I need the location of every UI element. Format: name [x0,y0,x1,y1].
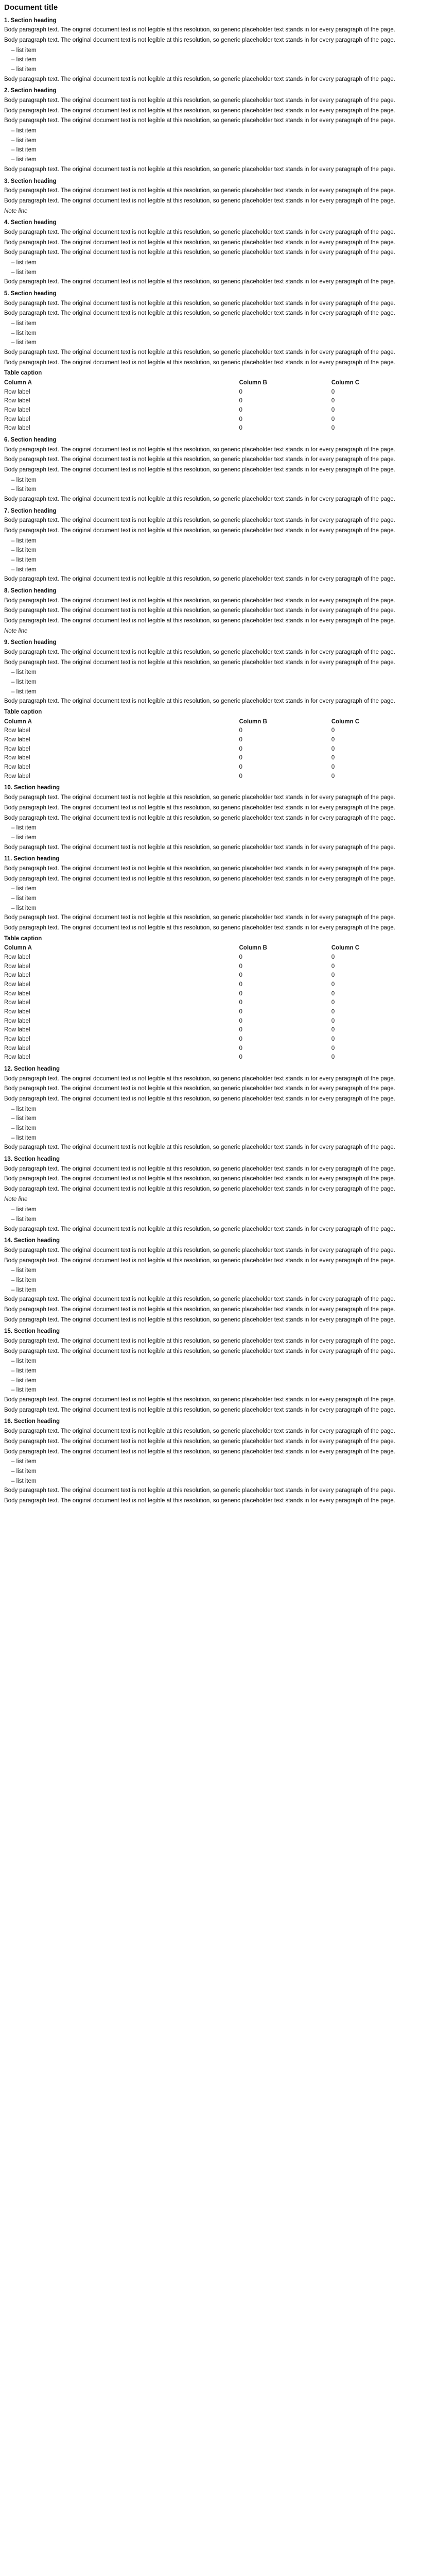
document-content [4,16,424,1505]
section-heading: 6. Section heading [4,436,57,443]
paragraph: Body paragraph text. The original document text is not legible at this resolution, so generic placeholder text stands in for every paragraph of the page. [4,76,395,82]
table-cell: 0 [239,398,242,404]
table-cell: Row label [4,398,30,404]
section-heading: 7. Section heading [4,507,57,514]
note-line: Note line [4,628,28,634]
data-table [4,935,424,1062]
table-cell: 0 [331,764,335,771]
paragraph: Body paragraph text. The original document text is not legible at this resolution, so generic placeholder text stands in for every paragraph of the page. [4,1487,395,1494]
table-cell: 0 [239,972,242,979]
table-cell: 0 [239,990,242,997]
table-cell: 0 [331,388,335,395]
list-item: – list item [11,669,37,676]
paragraph: Body paragraph text. The original document text is not legible at this resolution, so generic placeholder text stands in for every paragraph of the page. [4,496,395,502]
table-cell: 0 [331,727,335,734]
table-row [4,1017,424,1026]
list-item: – list item [11,688,37,695]
paragraph: Body paragraph text. The original document text is not legible at this resolution, so generic placeholder text stands in for every paragraph of the page. [4,1257,395,1264]
table-row [4,990,424,998]
list-item: – list item [11,1125,37,1131]
table-caption: Table caption [4,935,42,942]
paragraph: Body paragraph text. The original document text is not legible at this resolution, so generic placeholder text stands in for every paragraph of the page. [4,597,395,604]
paragraph: Body paragraph text. The original document text is not legible at this resolution, so generic placeholder text stands in for every paragraph of the page. [4,698,395,705]
table-cell: 0 [239,727,242,734]
table-cell: Row label [4,990,30,997]
paragraph: Body paragraph text. The original document text is not legible at this resolution, so generic placeholder text stands in for every paragraph of the page. [4,914,395,921]
paragraph: Body paragraph text. The original document text is not legible at this resolution, so generic placeholder text stands in for every paragraph of the page. [4,1086,395,1092]
paragraph: Body paragraph text. The original document text is not legible at this resolution, so generic placeholder text stands in for every paragraph of the page. [4,166,395,173]
table-cell: 0 [331,1054,335,1061]
table-row [4,1035,424,1044]
table-row [4,754,424,762]
list-item: – list item [11,886,37,892]
table-cell: 0 [239,954,242,960]
list-item: – list item [11,1134,37,1141]
table-row [4,397,424,405]
table-cell: 0 [239,1054,242,1061]
table-cell: 0 [239,388,242,395]
table-cell: 0 [239,737,242,743]
table-cell: Row label [4,773,30,779]
paragraph: Body paragraph text. The original document text is not legible at this resolution, so generic placeholder text stands in for every paragraph of the page. [4,1397,395,1403]
list-item: – list item [11,1468,37,1475]
data-table [4,369,424,433]
list-item: – list item [11,1207,37,1213]
paragraph: Body paragraph text. The original document text is not legible at this resolution, so generic placeholder text stands in for every paragraph of the page. [4,1186,395,1193]
table-cell: 0 [331,416,335,422]
table-cell: 0 [331,398,335,404]
table-header-row [4,944,424,953]
table-cell: 0 [331,999,335,1006]
list-item: – list item [11,1216,37,1223]
paragraph: Body paragraph text. The original document text is not legible at this resolution, so generic placeholder text stands in for every paragraph of the page. [4,576,395,583]
paragraph: Body paragraph text. The original document text is not legible at this resolution, so generic placeholder text stands in for every paragraph of the page. [4,310,395,317]
list-item: – list item [11,47,37,54]
table-row [4,388,424,397]
table-cell: 0 [239,1027,242,1033]
section-heading: 12. Section heading [4,1065,60,1072]
table-cell: Row label [4,963,30,970]
table-row [4,763,424,772]
table-cell: Row label [4,1045,30,1052]
list-item: – list item [11,1377,37,1384]
table-cell: Row label [4,1027,30,1033]
paragraph: Body paragraph text. The original document text is not legible at this resolution, so generic placeholder text stands in for every paragraph of the page. [4,279,395,285]
table-header-row [4,718,424,726]
paragraph: Body paragraph text. The original document text is not legible at this resolution, so generic placeholder text stands in for every paragraph of the page. [4,1307,395,1313]
table-cell: 0 [239,764,242,771]
data-table [4,708,424,781]
table-header-cell: Column B [239,945,267,952]
table-cell: Row label [4,1008,30,1015]
table-cell: Row label [4,388,30,395]
note-line: Note line [4,208,28,214]
section-heading: 1. Section heading [4,17,57,24]
table-cell: Row label [4,981,30,988]
table-cell: 0 [239,999,242,1006]
section-heading: 10. Section heading [4,785,60,791]
paragraph: Body paragraph text. The original document text is not legible at this resolution, so generic placeholder text stands in for every paragraph of the page. [4,1226,395,1232]
paragraph: Body paragraph text. The original document text is not legible at this resolution, so generic placeholder text stands in for every paragraph of the page. [4,239,395,246]
list-item: – list item [11,137,37,144]
paragraph: Body paragraph text. The original document text is not legible at this resolution, so generic placeholder text stands in for every paragraph of the page. [4,1296,395,1303]
paragraph: Body paragraph text. The original document text is not legible at this resolution, so generic placeholder text stands in for every paragraph of the page. [4,1428,395,1435]
paragraph: Body paragraph text. The original document text is not legible at this resolution, so generic placeholder text stands in for every paragraph of the page. [4,1406,395,1413]
paragraph: Body paragraph text. The original document text is not legible at this resolution, so generic placeholder text stands in for every paragraph of the page. [4,229,395,235]
paragraph: Body paragraph text. The original document text is not legible at this resolution, so generic placeholder text stands in for every paragraph of the page. [4,37,395,44]
section-heading: 9. Section heading [4,639,57,646]
paragraph: Body paragraph text. The original document text is not legible at this resolution, so generic placeholder text stands in for every paragraph of the page. [4,1448,395,1455]
table-cell: Row label [4,416,30,422]
table-cell: 0 [239,773,242,779]
table-row [4,1053,424,1062]
table-cell: 0 [331,745,335,752]
section-heading: 3. Section heading [4,178,57,184]
paragraph: Body paragraph text. The original document text is not legible at this resolution, so generic placeholder text stands in for every paragraph of the page. [4,249,395,256]
table-cell: 0 [239,963,242,970]
list-item: – list item [11,1478,37,1484]
section-heading: 15. Section heading [4,1328,60,1335]
paragraph: Body paragraph text. The original document text is not legible at this resolution, so generic placeholder text stands in for every paragraph of the page. [4,659,395,666]
list-item: – list item [11,477,37,483]
table-row [4,998,424,1007]
list-item: – list item [11,128,37,134]
section-heading: 5. Section heading [4,290,57,297]
table-row [4,424,424,433]
list-item: – list item [11,1286,37,1293]
table-row [4,736,424,744]
paragraph: Body paragraph text. The original document text is not legible at this resolution, so generic placeholder text stands in for every paragraph of the page. [4,1348,395,1354]
list-item: – list item [11,259,37,266]
list-item: – list item [11,1358,37,1365]
section-heading: 16. Section heading [4,1418,60,1425]
list-item: – list item [11,147,37,154]
paragraph: Body paragraph text. The original document text is not legible at this resolution, so generic placeholder text stands in for every paragraph of the page. [4,607,395,614]
paragraph: Body paragraph text. The original document text is not legible at this resolution, so generic placeholder text stands in for every paragraph of the page. [4,1165,395,1172]
table-cell: 0 [331,1045,335,1052]
list-item: – list item [11,330,37,336]
table-cell: 0 [331,972,335,979]
table-cell: 0 [239,416,242,422]
section-heading: 11. Section heading [4,856,60,862]
paragraph: Body paragraph text. The original document text is not legible at this resolution, so generic placeholder text stands in for every paragraph of the page. [4,844,395,851]
table-cell: 0 [239,425,242,432]
list-item: – list item [11,834,37,841]
table-cell: 0 [239,1008,242,1015]
table-row [4,1026,424,1035]
table-cell: Row label [4,755,30,761]
paragraph: Body paragraph text. The original document text is not legible at this resolution, so generic placeholder text stands in for every paragraph of the page. [4,359,395,366]
paragraph: Body paragraph text. The original document text is not legible at this resolution, so generic placeholder text stands in for every paragraph of the page. [4,618,395,624]
table-row [4,962,424,971]
table-cell: 0 [331,1018,335,1024]
paragraph: Body paragraph text. The original document text is not legible at this resolution, so generic placeholder text stands in for every paragraph of the page. [4,1438,395,1445]
list-item: – list item [11,320,37,327]
table-cell: Row label [4,425,30,432]
list-item: – list item [11,557,37,564]
table-header-cell: Column A [4,718,32,725]
section-heading: 4. Section heading [4,219,57,226]
table-row [4,980,424,989]
list-item: – list item [11,340,37,346]
list-item: – list item [11,679,37,686]
table-cell: Row label [4,972,30,979]
table-cell: Row label [4,727,30,734]
paragraph: Body paragraph text. The original document text is not legible at this resolution, so generic placeholder text stands in for every paragraph of the page. [4,456,395,463]
table-cell: Row label [4,745,30,752]
table-cell: Row label [4,954,30,960]
list-item: – list item [11,895,37,902]
paragraph: Body paragraph text. The original document text is not legible at this resolution, so generic placeholder text stands in for every paragraph of the page. [4,300,395,307]
table-header-cell: Column B [239,379,267,386]
table-header-row [4,379,424,387]
page-title: Document title [4,3,58,12]
list-item: – list item [11,486,37,493]
paragraph: Body paragraph text. The original document text is not legible at this resolution, so generic placeholder text stands in for every paragraph of the page. [4,1144,395,1151]
table-cell: 0 [331,737,335,743]
table-row [4,971,424,980]
paragraph: Body paragraph text. The original document text is not legible at this resolution, so generic placeholder text stands in for every paragraph of the page. [4,1095,395,1102]
table-cell: Row label [4,406,30,413]
paragraph: Body paragraph text. The original document text is not legible at this resolution, so generic placeholder text stands in for every paragraph of the page. [4,188,395,194]
table-cell: 0 [331,963,335,970]
list-item: – list item [11,825,37,832]
paragraph: Body paragraph text. The original document text is not legible at this resolution, so generic placeholder text stands in for every paragraph of the page. [4,1316,395,1323]
paragraph: Body paragraph text. The original document text is not legible at this resolution, so generic placeholder text stands in for every paragraph of the page. [4,1075,395,1082]
table-cell: Row label [4,1054,30,1061]
table-cell: 0 [239,981,242,988]
table-row [4,745,424,754]
table-cell: 0 [331,773,335,779]
table-cell: 0 [239,1018,242,1024]
table-cell: 0 [239,1036,242,1042]
paragraph: Body paragraph text. The original document text is not legible at this resolution, so generic placeholder text stands in for every paragraph of the page. [4,27,395,33]
list-item: – list item [11,1459,37,1465]
table-header-cell: Column C [331,945,360,952]
list-item: – list item [11,537,37,544]
paragraph: Body paragraph text. The original document text is not legible at this resolution, so generic placeholder text stands in for every paragraph of the page. [4,794,395,801]
table-row [4,772,424,781]
paragraph: Body paragraph text. The original document text is not legible at this resolution, so generic placeholder text stands in for every paragraph of the page. [4,875,395,882]
section-heading: 13. Section heading [4,1156,60,1163]
list-item: – list item [11,1106,37,1112]
table-cell: 0 [239,745,242,752]
paragraph: Body paragraph text. The original document text is not legible at this resolution, so generic placeholder text stands in for every paragraph of the page. [4,466,395,473]
list-item: – list item [11,57,37,63]
paragraph: Body paragraph text. The original document text is not legible at this resolution, so generic placeholder text stands in for every paragraph of the page. [4,815,395,821]
table-header-cell: Column C [331,379,360,386]
paragraph: Body paragraph text. The original document text is not legible at this resolution, so generic placeholder text stands in for every paragraph of the page. [4,349,395,355]
paragraph: Body paragraph text. The original document text is not legible at this resolution, so generic placeholder text stands in for every paragraph of the page. [4,517,395,524]
table-cell: 0 [331,1036,335,1042]
list-item: – list item [11,1387,37,1394]
list-item: – list item [11,1267,37,1274]
paragraph: Body paragraph text. The original document text is not legible at this resolution, so generic placeholder text stands in for every paragraph of the page. [4,528,395,534]
list-item: – list item [11,157,37,163]
paragraph: Body paragraph text. The original document text is not legible at this resolution, so generic placeholder text stands in for every paragraph of the page. [4,117,395,124]
table-cell: 0 [239,755,242,761]
paragraph: Body paragraph text. The original document text is not legible at this resolution, so generic placeholder text stands in for every paragraph of the page. [4,1176,395,1182]
table-header-cell: Column A [4,945,32,952]
table-row [4,406,424,415]
table-caption: Table caption [4,370,42,377]
table-cell: Row label [4,1018,30,1024]
note-line: Note line [4,1196,28,1202]
table-header-cell: Column B [239,718,267,725]
table-cell: 0 [331,1027,335,1033]
table-header-cell: Column A [4,379,32,386]
paragraph: Body paragraph text. The original document text is not legible at this resolution, so generic placeholder text stands in for every paragraph of the page. [4,107,395,114]
table-cell: 0 [239,406,242,413]
list-item: – list item [11,66,37,73]
table-cell: 0 [331,755,335,761]
list-item: – list item [11,566,37,573]
table-cell: Row label [4,1036,30,1042]
list-item: – list item [11,547,37,554]
table-row [4,1008,424,1016]
paragraph: Body paragraph text. The original document text is not legible at this resolution, so generic placeholder text stands in for every paragraph of the page. [4,804,395,811]
list-item: – list item [11,905,37,911]
paragraph: Body paragraph text. The original document text is not legible at this resolution, so generic placeholder text stands in for every paragraph of the page. [4,1497,395,1504]
section-heading: 8. Section heading [4,588,57,595]
table-header-cell: Column C [331,718,360,725]
table-cell: 0 [331,954,335,960]
paragraph: Body paragraph text. The original document text is not legible at this resolution, so generic placeholder text stands in for every paragraph of the page. [4,865,395,872]
paragraph: Body paragraph text. The original document text is not legible at this resolution, so generic placeholder text stands in for every paragraph of the page. [4,97,395,104]
table-cell: 0 [331,425,335,432]
paragraph: Body paragraph text. The original document text is not legible at this resolution, so generic placeholder text stands in for every paragraph of the page. [4,924,395,931]
section-heading: 14. Section heading [4,1238,60,1244]
table-cell: Row label [4,999,30,1006]
table-cell: Row label [4,737,30,743]
table-cell: 0 [331,406,335,413]
table-row [4,726,424,735]
table-cell: 0 [331,981,335,988]
table-cell: 0 [331,1008,335,1015]
paragraph: Body paragraph text. The original document text is not legible at this resolution, so generic placeholder text stands in for every paragraph of the page. [4,649,395,656]
list-item: – list item [11,1368,37,1375]
list-item: – list item [11,269,37,276]
paragraph: Body paragraph text. The original document text is not legible at this resolution, so generic placeholder text stands in for every paragraph of the page. [4,446,395,453]
table-caption: Table caption [4,709,42,716]
table-cell: 0 [331,990,335,997]
table-row [4,1044,424,1053]
paragraph: Body paragraph text. The original document text is not legible at this resolution, so generic placeholder text stands in for every paragraph of the page. [4,1247,395,1254]
section-heading: 2. Section heading [4,88,57,94]
table-cell: Row label [4,764,30,771]
paragraph: Body paragraph text. The original document text is not legible at this resolution, so generic placeholder text stands in for every paragraph of the page. [4,1338,395,1345]
list-item: – list item [11,1277,37,1284]
table-row [4,953,424,962]
table-cell: 0 [239,1045,242,1052]
list-item: – list item [11,1115,37,1122]
table-row [4,415,424,424]
paragraph: Body paragraph text. The original document text is not legible at this resolution, so generic placeholder text stands in for every paragraph of the page. [4,197,395,204]
